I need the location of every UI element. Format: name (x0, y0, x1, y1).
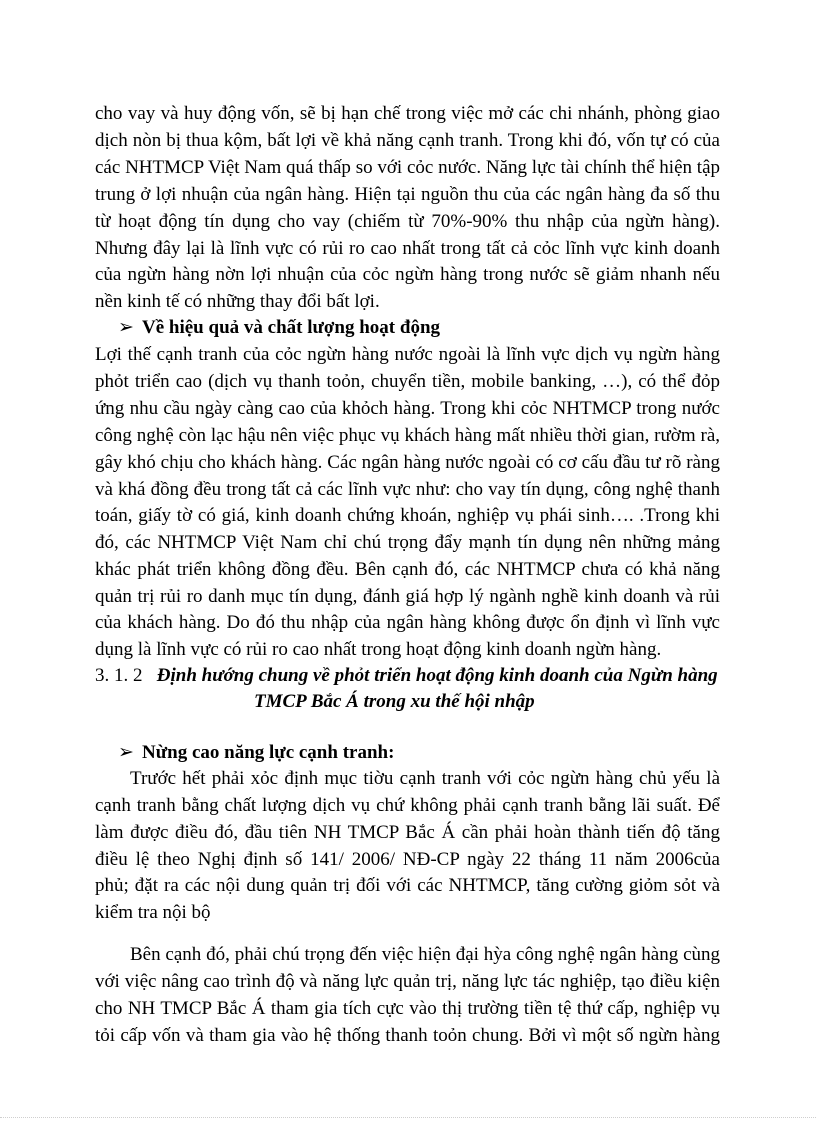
paragraph-line: cạnh tranh bằng chất lượng dịch vụ chứ không phải cạnh tranh bằng lãi suất. Để (95, 795, 720, 816)
paragraph-line: toán, giấy tờ có giá, kinh doanh chứng khoán, nghiệp vụ phái sinh…. .Trong khi (95, 505, 720, 526)
paragraph-line: khác phát triển không đồng đều. Bên cạnh đó, các NHTMCP chưa có khả năng (95, 559, 720, 580)
paragraph-line: của ngừn hàng nờn lợi nhuận của cỏc ngừn hàng trong nước sẽ giảm nhanh nếu (95, 264, 720, 285)
section-number: 3. 1. 2 (95, 665, 143, 686)
paragraph-line: tỏi cấp vốn và tham gia vào hệ thống thanh toỏn chung. Bởi vì một số ngừn hàng (95, 1025, 720, 1046)
paragraph-line: và khá đồng đều trong tất cả các lĩnh vực như: cho vay tín dụng, công nghệ thanh (95, 479, 720, 500)
paragraph-line: dịch nòn bị thua kộm, bất lợi về khả năng cạnh tranh. Trong khi đó, vốn tự có của (95, 130, 720, 151)
paragraph-line: ứng nhu cầu ngày càng cao của khỏch hàng. Trong khi cỏc NHTMCP trong nước (95, 398, 720, 419)
paragraph-line: điều lệ theo Nghị định số 141/ 2006/ NĐ-CP ngày 22 tháng 11 năm 2006của (95, 849, 720, 870)
paragraph-line: từ hoạt động tín dụng cho vay (chiếm từ 70%-90% thu nhập của ngừn hàng). (95, 211, 720, 232)
paragraph-line: quản trị rủi ro danh mục tín dụng, đánh giá hợp lý ngành nghề kinh doanh và rủi (95, 586, 720, 607)
bullet-heading-text: Nừng cao năng lực cạnh tranh: (142, 742, 395, 763)
paragraph-line: công nghệ còn lạc hậu nên việc phục vụ khách hàng mất nhiều thời gian, rườm rà, (95, 425, 720, 446)
arrow-bullet-icon: ➢ (118, 742, 134, 763)
section-title-line-2: TMCP Bắc Á trong xu thế hội nhập (254, 691, 535, 712)
page-bottom-divider (0, 1117, 816, 1118)
paragraph-line: phủ; đặt ra các nội dung quản trị đối với các NHTMCP, tăng cường giỏm sỏt và (95, 875, 720, 896)
paragraph-line: nền kinh tế có những thay đổi bất lợi. (95, 291, 380, 312)
paragraph-line: trung ở lợi nhuận của ngân hàng. Hiện tại nguồn thu của các ngân hàng đa số thu (95, 184, 720, 205)
bullet-heading (118, 740, 743, 766)
paragraph-line: Bên cạnh đó, phải chú trọng đến việc hiện đại hỳa công nghệ ngân hàng cùng (130, 944, 720, 965)
paragraph-line: dụng là lĩnh vực có rủi ro cao nhất trong hoạt động kinh doanh ngừn hàng. (95, 639, 662, 660)
paragraph-line: phỏt triển cao (dịch vụ thanh toỏn, chuyển tiền, mobile banking, …), có thể đỏp (95, 371, 720, 392)
paragraph-line: làm được điều đó, đầu tiên NH TMCP Bắc Á cần phải hoàn thành tiến độ tăng (95, 822, 720, 843)
paragraph-line: đó, các NHTMCP Việt Nam chỉ chú trọng đẩy mạnh tín dụng nên những mảng (95, 532, 720, 553)
section-heading-continued (254, 689, 654, 715)
paragraph-line: với việc nâng cao trình độ và năng lực quản trị, năng lực tác nghiệp, tạo điều kiện (95, 971, 720, 992)
paragraph-line: cho vay và huy động vốn, sẽ bị hạn chế trong việc mở các chi nhánh, phòng giao (95, 103, 720, 124)
paragraph-line: của khách hàng. Do đó thu nhập của ngân hàng không được ổn định vì lĩnh vực (95, 612, 720, 633)
paragraph-line: Nhưng đây lại là lĩnh vực có rủi ro cao nhất trong tất cả cỏc lĩnh vực kinh doanh (95, 238, 720, 259)
paragraph-line: Trước hết phải xỏc định mục tiờu cạnh tranh với cỏc ngừn hàng chủ yếu là (130, 768, 720, 789)
paragraph-line: kiểm tra nội bộ (95, 902, 211, 923)
paragraph-line: Lợi thế cạnh tranh của cỏc ngừn hàng nước ngoài là lĩnh vực dịch vụ ngừn hàng (95, 344, 720, 365)
paragraph-line: gây khó chịu cho khách hàng. Các ngân hàng nước ngoài có cơ cấu đầu tư rõ ràng (95, 452, 720, 473)
paragraph-line: cho NH TMCP Bắc Á tham gia tích cực vào thị trường tiền tệ thứ cấp, nghiệp vụ (95, 998, 720, 1019)
paragraph-line: các NHTMCP Việt Nam quá thấp so với cỏc nước. Năng lực tài chính thể hiện tập (95, 157, 720, 178)
bullet-heading (118, 315, 743, 341)
arrow-bullet-icon: ➢ (118, 317, 134, 338)
section-title-line-1: Định hướng chung về phỏt triển hoạt động kinh doanh của Ngừn hàng (156, 665, 718, 686)
section-heading (95, 663, 735, 689)
bullet-heading-text: Về hiệu quả và chất lượng hoạt động (142, 317, 441, 338)
